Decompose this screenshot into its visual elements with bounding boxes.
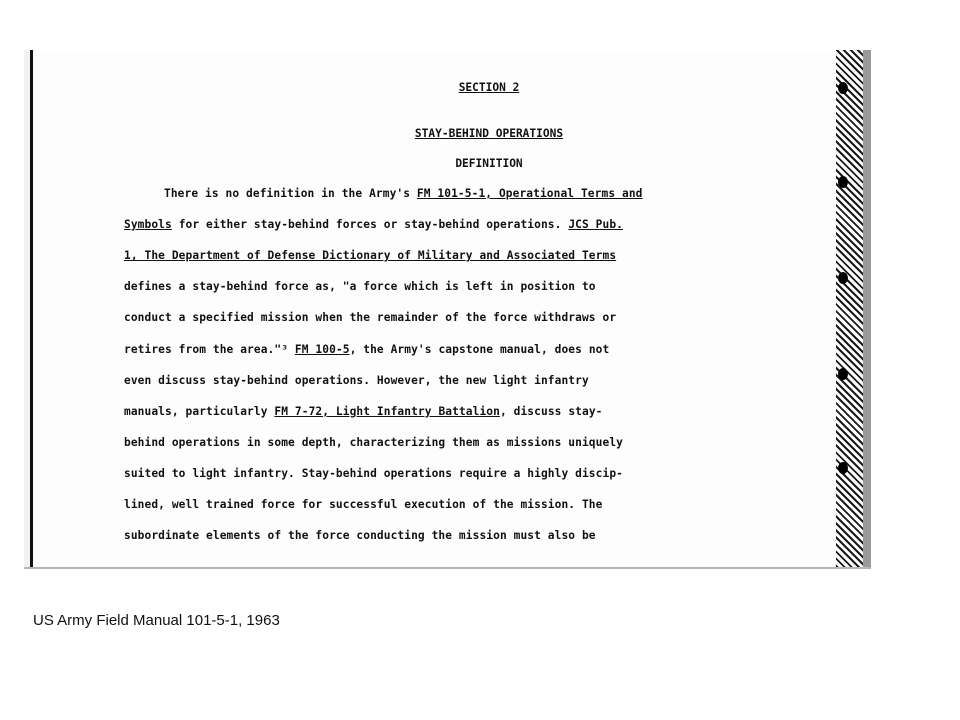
paragraph-line: [124, 436, 623, 449]
paragraph-line: [124, 529, 596, 542]
scanned-document-page: [24, 50, 871, 569]
document-text-area: [24, 50, 834, 567]
paragraph-line: [124, 343, 609, 356]
paragraph-line: [124, 249, 616, 262]
text-segment: retires from the area."³: [124, 342, 295, 356]
text-segment: suited to light infantry. Stay-behind operations require a highly discip-: [124, 466, 623, 480]
underlined-reference: FM 100-5: [294, 342, 350, 356]
underlined-reference: FM 101-5-1, Operational Terms and: [416, 187, 643, 200]
underlined-reference: Symbols: [124, 218, 172, 232]
document-title: STAY-BEHIND OPERATIONS: [414, 127, 564, 140]
paragraph-line: [124, 311, 616, 324]
paragraph-line: [124, 498, 602, 511]
paragraph-line: [124, 405, 603, 418]
section-heading: SECTION 2: [458, 81, 520, 94]
underlined-reference: 1, The Department of Defense Dictionary of Military and Associated Terms: [124, 249, 617, 263]
text-segment: defines a stay-behind force as, "a force which is left in position to: [124, 280, 596, 294]
text-segment: behind operations in some depth, characterizing them as missions uniquely: [124, 435, 623, 449]
image-caption: US Army Field Manual 101-5-1, 1963: [33, 612, 280, 629]
text-segment: There is no definition in the Army's: [164, 187, 417, 200]
text-segment: , the Army's capstone manual, does not: [349, 342, 610, 356]
paragraph-line: [124, 374, 589, 387]
underlined-reference: JCS Pub.: [568, 218, 624, 232]
underlined-reference: FM 7-72, Light Infantry Battalion: [274, 404, 500, 418]
paragraph-line: [124, 467, 623, 480]
paragraph-line: [124, 218, 623, 231]
text-segment: lined, well trained force for successful execution of the mission. The: [124, 498, 603, 511]
text-segment: subordinate elements of the force conducting the mission must also be: [124, 529, 596, 543]
definition-heading: DEFINITION: [455, 157, 523, 170]
scan-right-border-pattern: [836, 50, 863, 567]
paragraph-line: [164, 187, 643, 200]
scan-right-gray-margin: [863, 50, 871, 567]
text-segment: manuals, particularly: [124, 404, 275, 418]
text-segment: conduct a specified mission when the remainder of the force withdraws or: [124, 311, 617, 325]
text-segment: even discuss stay-behind operations. However, the new light infantry: [124, 373, 589, 387]
text-segment: for either stay-behind forces or stay-behind operations.: [171, 218, 569, 232]
paragraph-line: [124, 280, 596, 293]
text-segment: , discuss stay-: [499, 404, 603, 418]
